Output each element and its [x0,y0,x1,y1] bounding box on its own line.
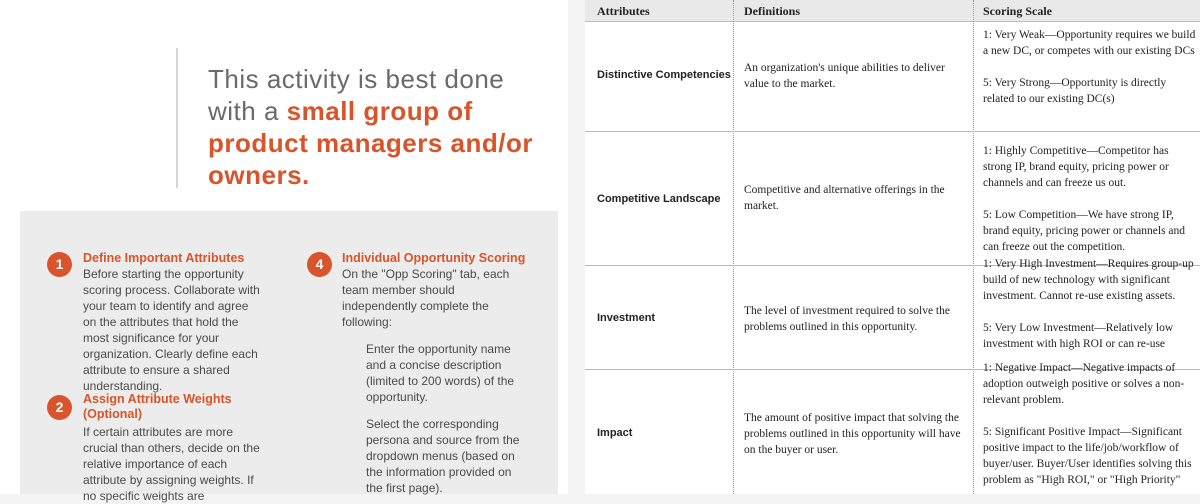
headline [208,63,538,191]
step-text: Before starting the opportunity scoring process. Collaborate with your team to identify and agree on the attributes that hold the most significance for your organization. Clearly define each attribute to ensure a shared understanding. [83,267,260,393]
score-high-text: 5: Low Competition—We have strong IP, brand equity, pricing power or channels and can freeze out the competition. [983,209,1186,253]
score-low-text: 1: Highly Competitive—Competitor has strong IP, brand equity, pricing power or channels and can freeze us out. [983,145,1169,189]
instructions-panel [20,211,558,503]
step-subitem: Enter the opportunity name and a concise description (limited to 200 words) of the opportunity. [366,342,515,404]
table-row-scoring [975,258,1200,369]
table-row-attribute: Competitive Landscape [597,193,721,205]
quote-bar [176,48,178,188]
table-row-attribute: Impact [597,427,633,439]
step-number-badge: 1 [47,252,72,277]
row-divider [585,131,1200,132]
table-row-scoring [975,362,1200,494]
headline-plain: This activity is best done with a [208,64,505,126]
headline-accent: small group of product managers and/or owners. [208,96,533,190]
scoring-table [585,0,1200,494]
table-row-attribute: Distinctive Competencies [597,69,731,81]
score-low-text: 1: Very High Investment—Requires group-up build of new technology with significant investment. Cannot re-use existing assets. [983,258,1194,302]
table-header [585,0,1200,22]
column-divider [973,0,974,494]
score-low-text: 1: Very Weak—Opportunity requires we build a new DC, or competes with our existing DCs [983,29,1196,57]
step-title: Assign Attribute Weights (Optional) [83,392,232,421]
score-high-text: 5: Significant Positive Impact—Significant positive impact to the life/job/workflow of buyer/user. Buyer/User identifies solving this problem as "High ROI," or "High Priority" [983,426,1192,486]
step-number-badge: 4 [307,252,332,277]
step-text: If certain attributes are more crucial than others, decide on the relative importance of each attribute by assigning weights. If no specific weights are [83,425,260,503]
table-row-scoring [975,143,1200,265]
column-divider [733,0,734,494]
step-title: Individual Opportunity Scoring [342,251,526,265]
score-high-text: 5: Very Low Investment—Relatively low investment with high ROI or can re-use [983,322,1174,350]
table-row-definition: Competitive and alternative offerings in the market. [744,184,945,212]
table-row-attribute: Investment [597,312,656,324]
table-row-definition: The amount of positive impact that solving the problems outlined in this opportunity will have on the buyer or user. [744,412,961,456]
column-header-definitions: Definitions [744,4,801,18]
table-row-definition: An organization's unique abilities to deliver value to the market. [744,62,945,90]
step-text: On the "Opp Scoring" tab, each team member should independently complete the following: [342,267,510,329]
step-number-badge: 2 [47,395,72,420]
score-high-text: 5: Very Strong—Opportunity is directly related to our existing DC(s) [983,77,1167,105]
table-row-scoring [975,27,1200,131]
step-title: Define Important Attributes [83,251,245,265]
step-subitem: Select the corresponding persona and source from the dropdown menus (based on the information provided on the first page). [366,417,520,495]
table-row-definition: The level of investment required to solve the problems outlined in this opportunity. [744,305,950,333]
left-page [0,0,568,503]
score-low-text: 1: Negative Impact—Negative impacts of adoption outweigh positive or solves a non-relevant problem. [983,362,1185,406]
column-header-scoring: Scoring Scale [983,4,1052,18]
column-header-attributes: Attributes [597,4,650,18]
